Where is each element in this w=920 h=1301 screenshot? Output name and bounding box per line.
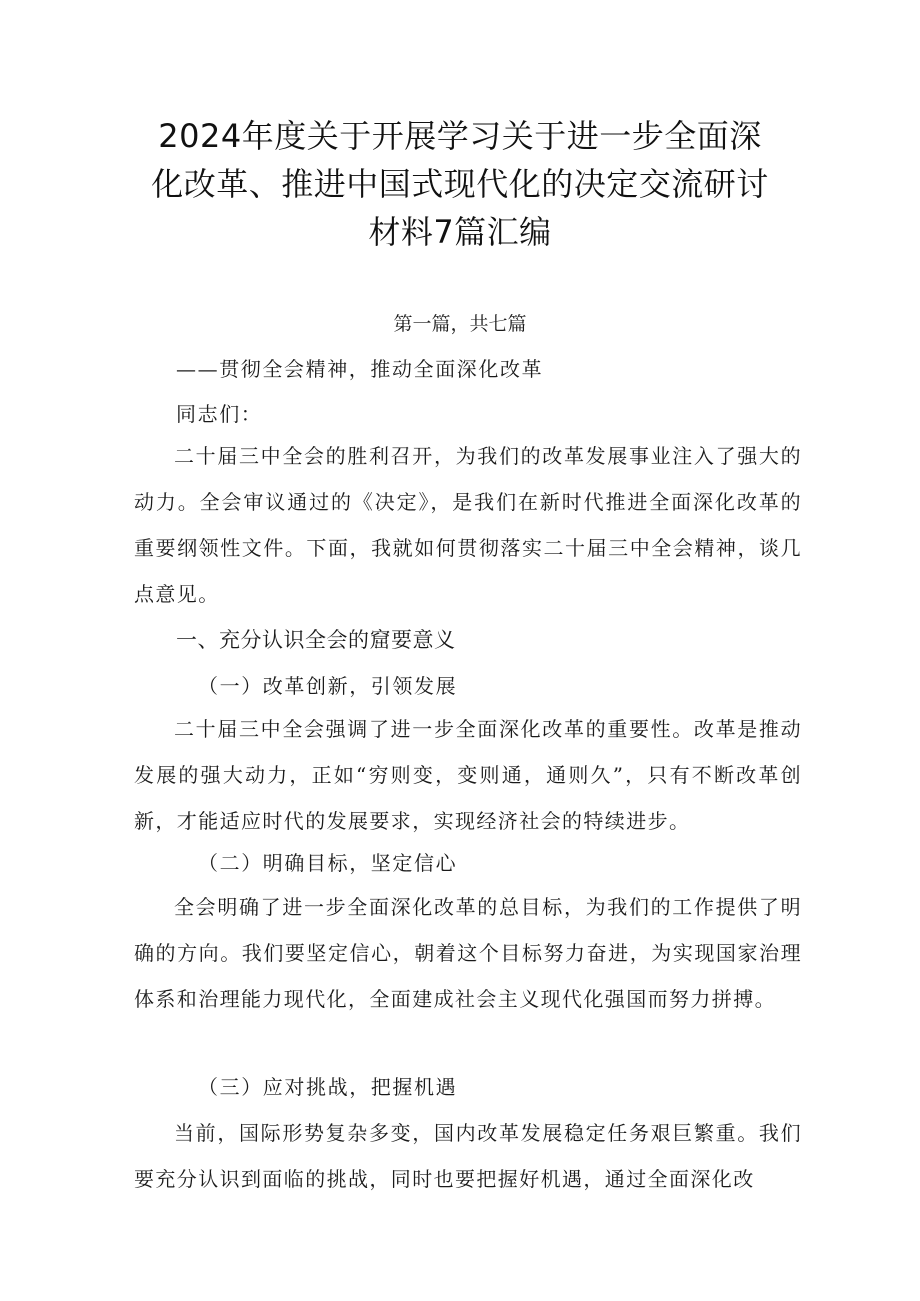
intro-paragraph: 二十届三中全会的胜利召开，为我们的改革发展事业注入了强大的动力。全会审议通过的《决定》，是我们在新时代推进全面深化改革的重要纲领性文件。下面，我就如何贯彻落实二十届三中全会精神，谈几点意见。	[134, 444, 802, 606]
part-label: 第一篇，共七篇	[393, 313, 527, 335]
subsection-heading-3: （三）应对挑战，把握机遇	[198, 1075, 458, 1099]
title-line-2: 化改革、推进中国式现代化的决定交流研讨	[151, 165, 769, 203]
document-title	[110, 112, 810, 256]
title-line-3: 材料7篇汇编	[368, 213, 552, 251]
salutation: 同志们：	[176, 402, 263, 426]
subsection-heading-1: （一）改革创新，引领发展	[198, 674, 458, 698]
subsection-paragraph-1: 二十届三中全会强调了进一步全面深化改革的重要性。改革是推动发展的强大动力，正如“穷则变，变则通，通则久”，只有不断改革创新，才能适应时代的发展要求，实现经济社会的特续进步。	[134, 717, 802, 833]
subsection-paragraph-2: 全会明确了进一步全面深化改革的总目标，为我们的工作提供了明确的方向。我们要坚定信心，朝着这个目标努力奋进，为实现国家治理体系和治理能力现代化，全面建成社会主义现代化强国而努力拼搏。	[134, 895, 802, 1011]
article-subtitle: ——贯彻全会精神，推动全面深化改革	[176, 357, 544, 381]
subsection-heading-2: （二）明确目标，坚定信心	[198, 851, 458, 875]
section-heading: 一、充分认识全会的窟要意义	[176, 628, 456, 652]
subsection-paragraph-3: 当前，国际形势复杂多变，国内改革发展稳定任务艰巨繁重。我们要充分认识到面临的挑战，同时也要把握好机遇，通过全面深化改	[134, 1121, 802, 1191]
title-line-1: 2024年度关于开展学习关于进一步全面深	[158, 117, 762, 155]
